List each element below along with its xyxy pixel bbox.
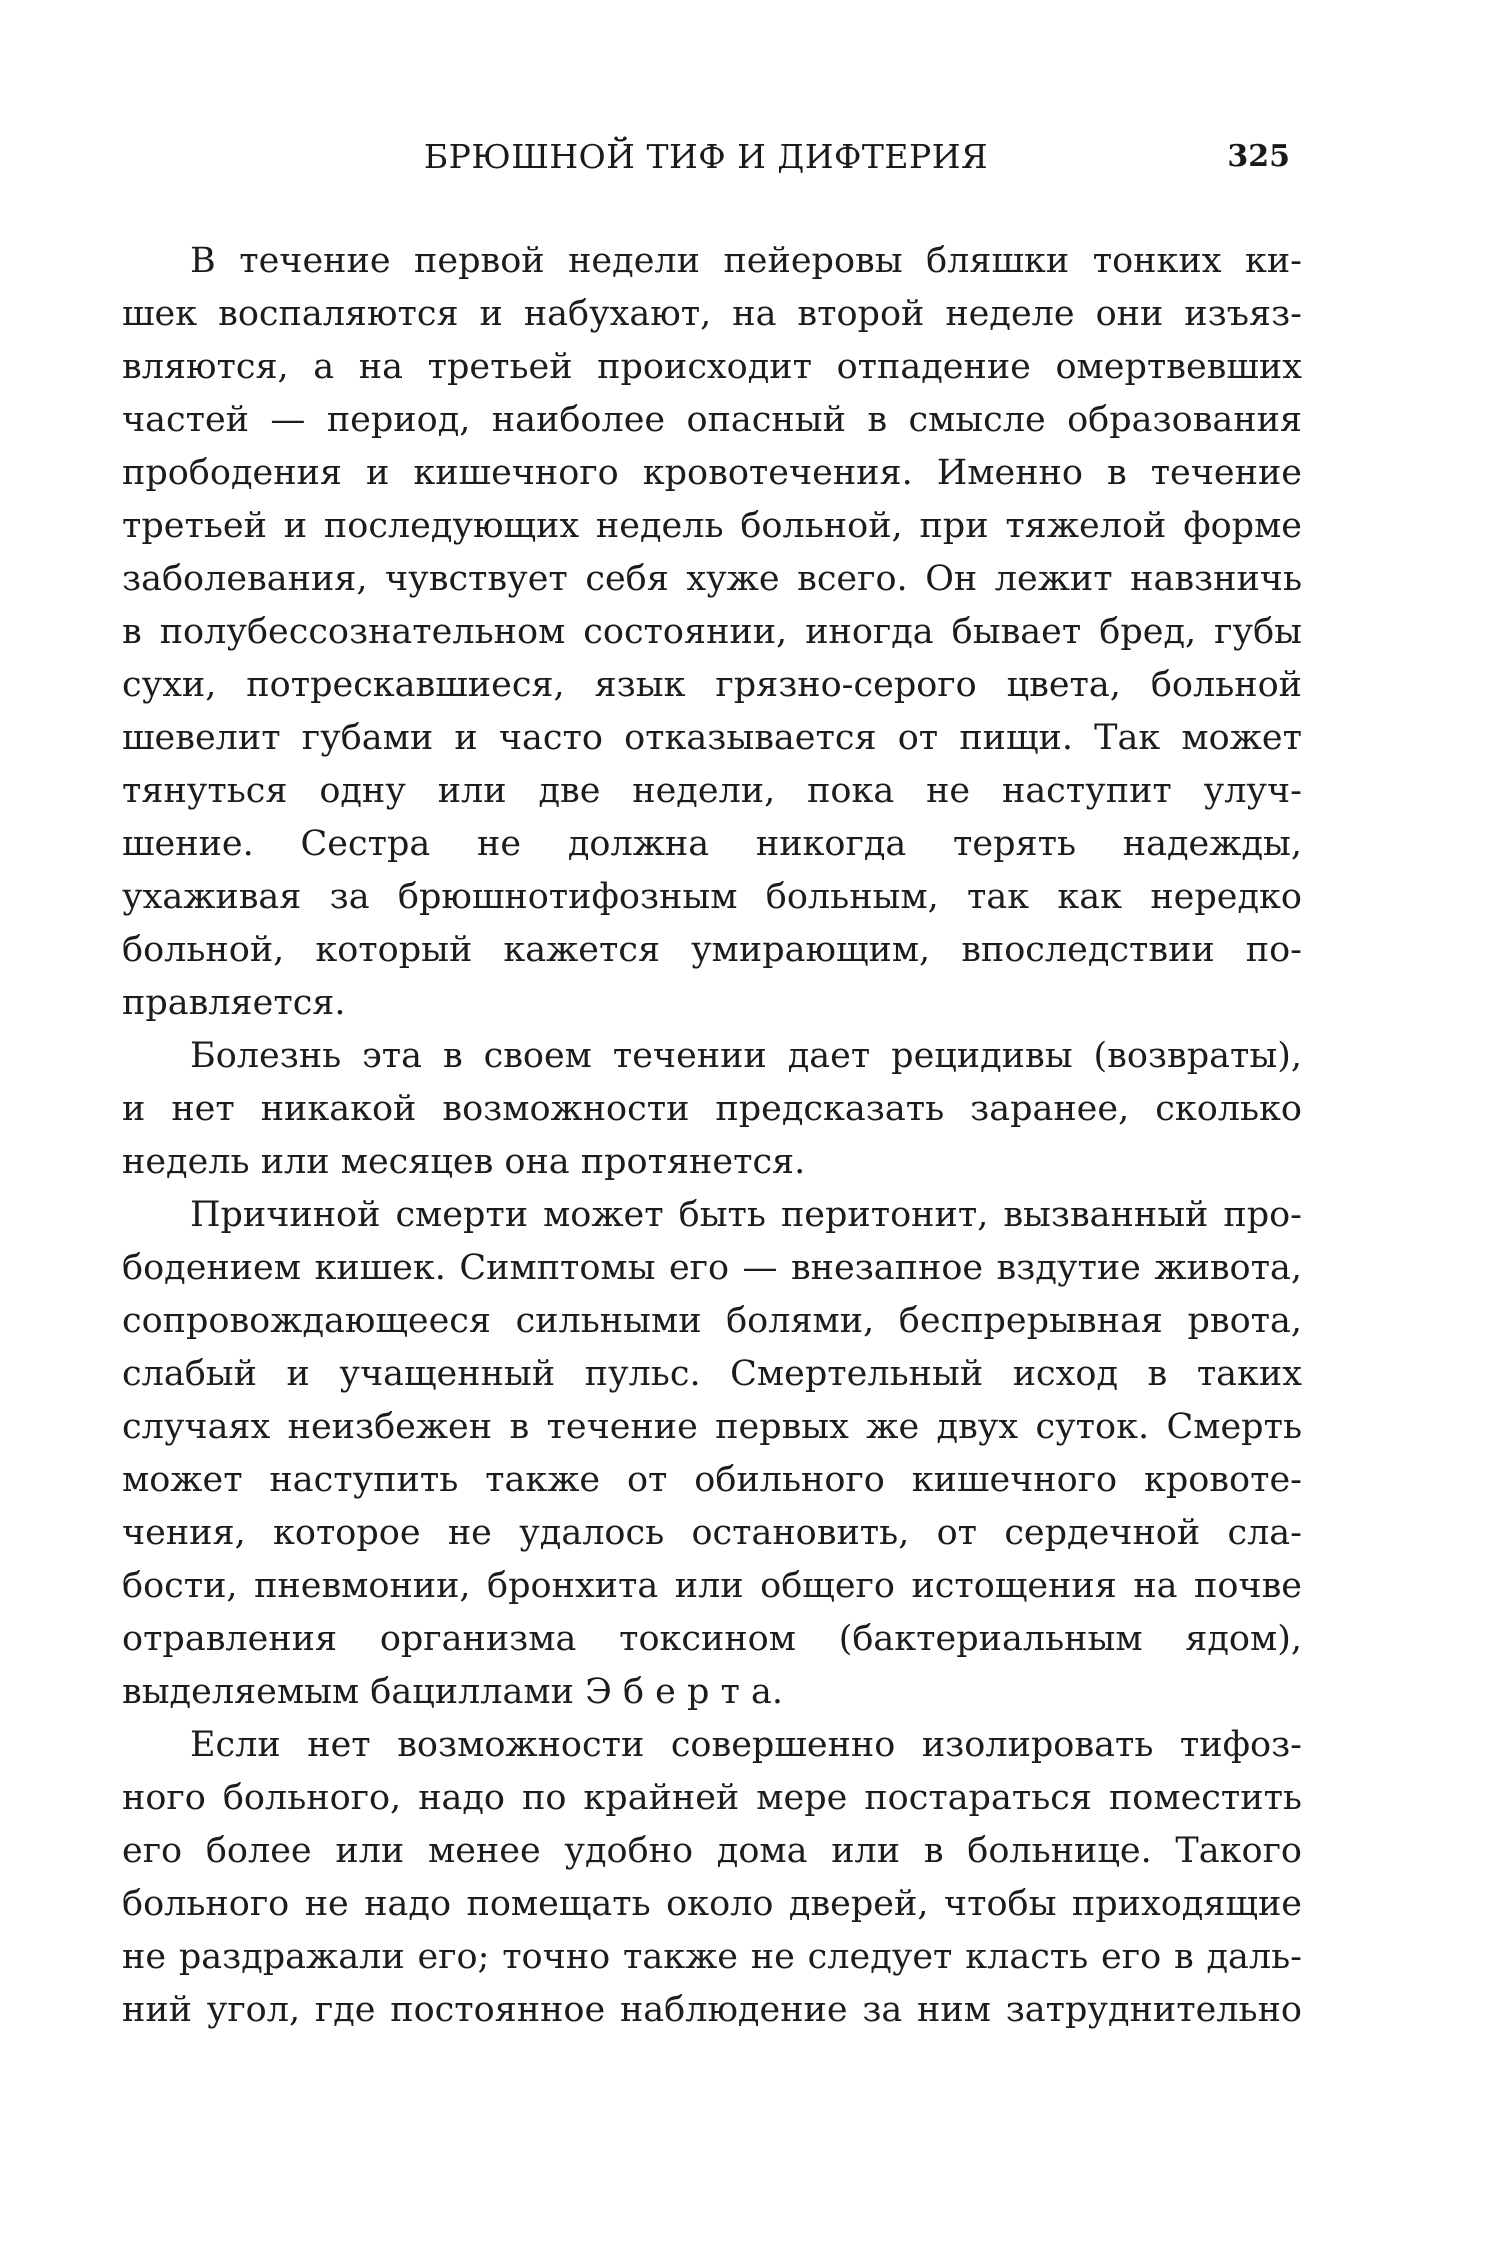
text-line: может наступить также от обильного кишечного кровоте- xyxy=(122,1460,1302,1500)
text-line: Болезнь эта в своем течении дает рецидивы (возвраты), xyxy=(190,1036,1302,1076)
text-line: тянуться одну или две недели, пока не наступит улуч- xyxy=(122,771,1302,811)
text-line: ного больного, надо по крайней мере постараться поместить xyxy=(122,1778,1302,1818)
text-line: сопровождающееся сильными болями, беспрерывная рвота, xyxy=(122,1301,1302,1341)
text-line: в полубессознательном состоянии, иногда бывает бред, губы xyxy=(122,612,1302,652)
page-number: 325 xyxy=(1227,139,1290,174)
text-line: его более или менее удобно дома или в больнице. Такого xyxy=(122,1831,1302,1871)
paragraph-3 xyxy=(122,1189,1302,1719)
text-line: бости, пневмонии, бронхита или общего истощения на почве xyxy=(122,1566,1302,1606)
text-line: случаях неизбежен в течение первых же двух суток. Смерть xyxy=(122,1407,1302,1447)
text-line: и нет никакой возможности предсказать заранее, сколько xyxy=(122,1089,1302,1129)
text-line: не раздражали его; точно также не следует класть его в даль- xyxy=(122,1937,1302,1977)
running-head xyxy=(122,132,1290,182)
paragraph-4 xyxy=(122,1719,1302,2037)
text-body xyxy=(122,235,1302,2037)
text-line: В течение первой недели пейеровы бляшки тонких ки- xyxy=(190,241,1302,281)
text-line: третьей и последующих недель больной, при тяжелой форме xyxy=(122,506,1302,546)
text-line: ухаживая за брюшнотифозным больным, так как нередко xyxy=(122,877,1302,917)
text-line: прободения и кишечного кровотечения. Именно в течение xyxy=(122,453,1302,493)
text-line: больного не надо помещать около дверей, чтобы приходящие xyxy=(122,1884,1302,1924)
text-line: частей — период, наиболее опасный в смысле образования xyxy=(122,400,1302,440)
text-line: отравления организма токсином (бактериальным ядом), xyxy=(122,1619,1302,1659)
text-line: заболевания, чувствует себя хуже всего. Он лежит навзничь xyxy=(122,559,1302,599)
running-title: БРЮШНОЙ ТИФ И ДИФТЕРИЯ xyxy=(423,137,989,176)
paragraph-1 xyxy=(122,235,1302,1030)
text-line: шек воспаляются и набухают, на второй неделе они изъяз- xyxy=(122,294,1302,334)
text-line: вляются, а на третьей происходит отпадение омертвевших xyxy=(122,347,1302,387)
text-line: правляется. xyxy=(122,983,346,1023)
text-line: слабый и учащенный пульс. Смертельный исход в таких xyxy=(122,1354,1302,1394)
text-line: больной, который кажется умирающим, впоследствии по- xyxy=(122,930,1302,970)
text-line: шение. Сестра не должна никогда терять надежды, xyxy=(122,824,1302,864)
text-line: недель или месяцев она протянется. xyxy=(122,1142,806,1182)
text-line: бодением кишек. Симптомы его — внезапное вздутие живота, xyxy=(122,1248,1302,1288)
text-line: выделяемым бациллами Э б е р т а. xyxy=(122,1672,784,1712)
text-line: чения, которое не удалось остановить, от сердечной сла- xyxy=(122,1513,1302,1553)
text-line: Если нет возможности совершенно изолировать тифоз- xyxy=(190,1725,1302,1765)
text-line: ний угол, где постоянное наблюдение за ним затруднительно xyxy=(122,1990,1302,2030)
paragraph-2 xyxy=(122,1030,1302,1189)
text-line: сухи, потрескавшиеся, язык грязно-серого цвета, больной xyxy=(122,665,1302,705)
text-line: шевелит губами и часто отказывается от пищи. Так может xyxy=(122,718,1302,758)
text-line: Причиной смерти может быть перитонит, вызванный про- xyxy=(190,1195,1302,1235)
